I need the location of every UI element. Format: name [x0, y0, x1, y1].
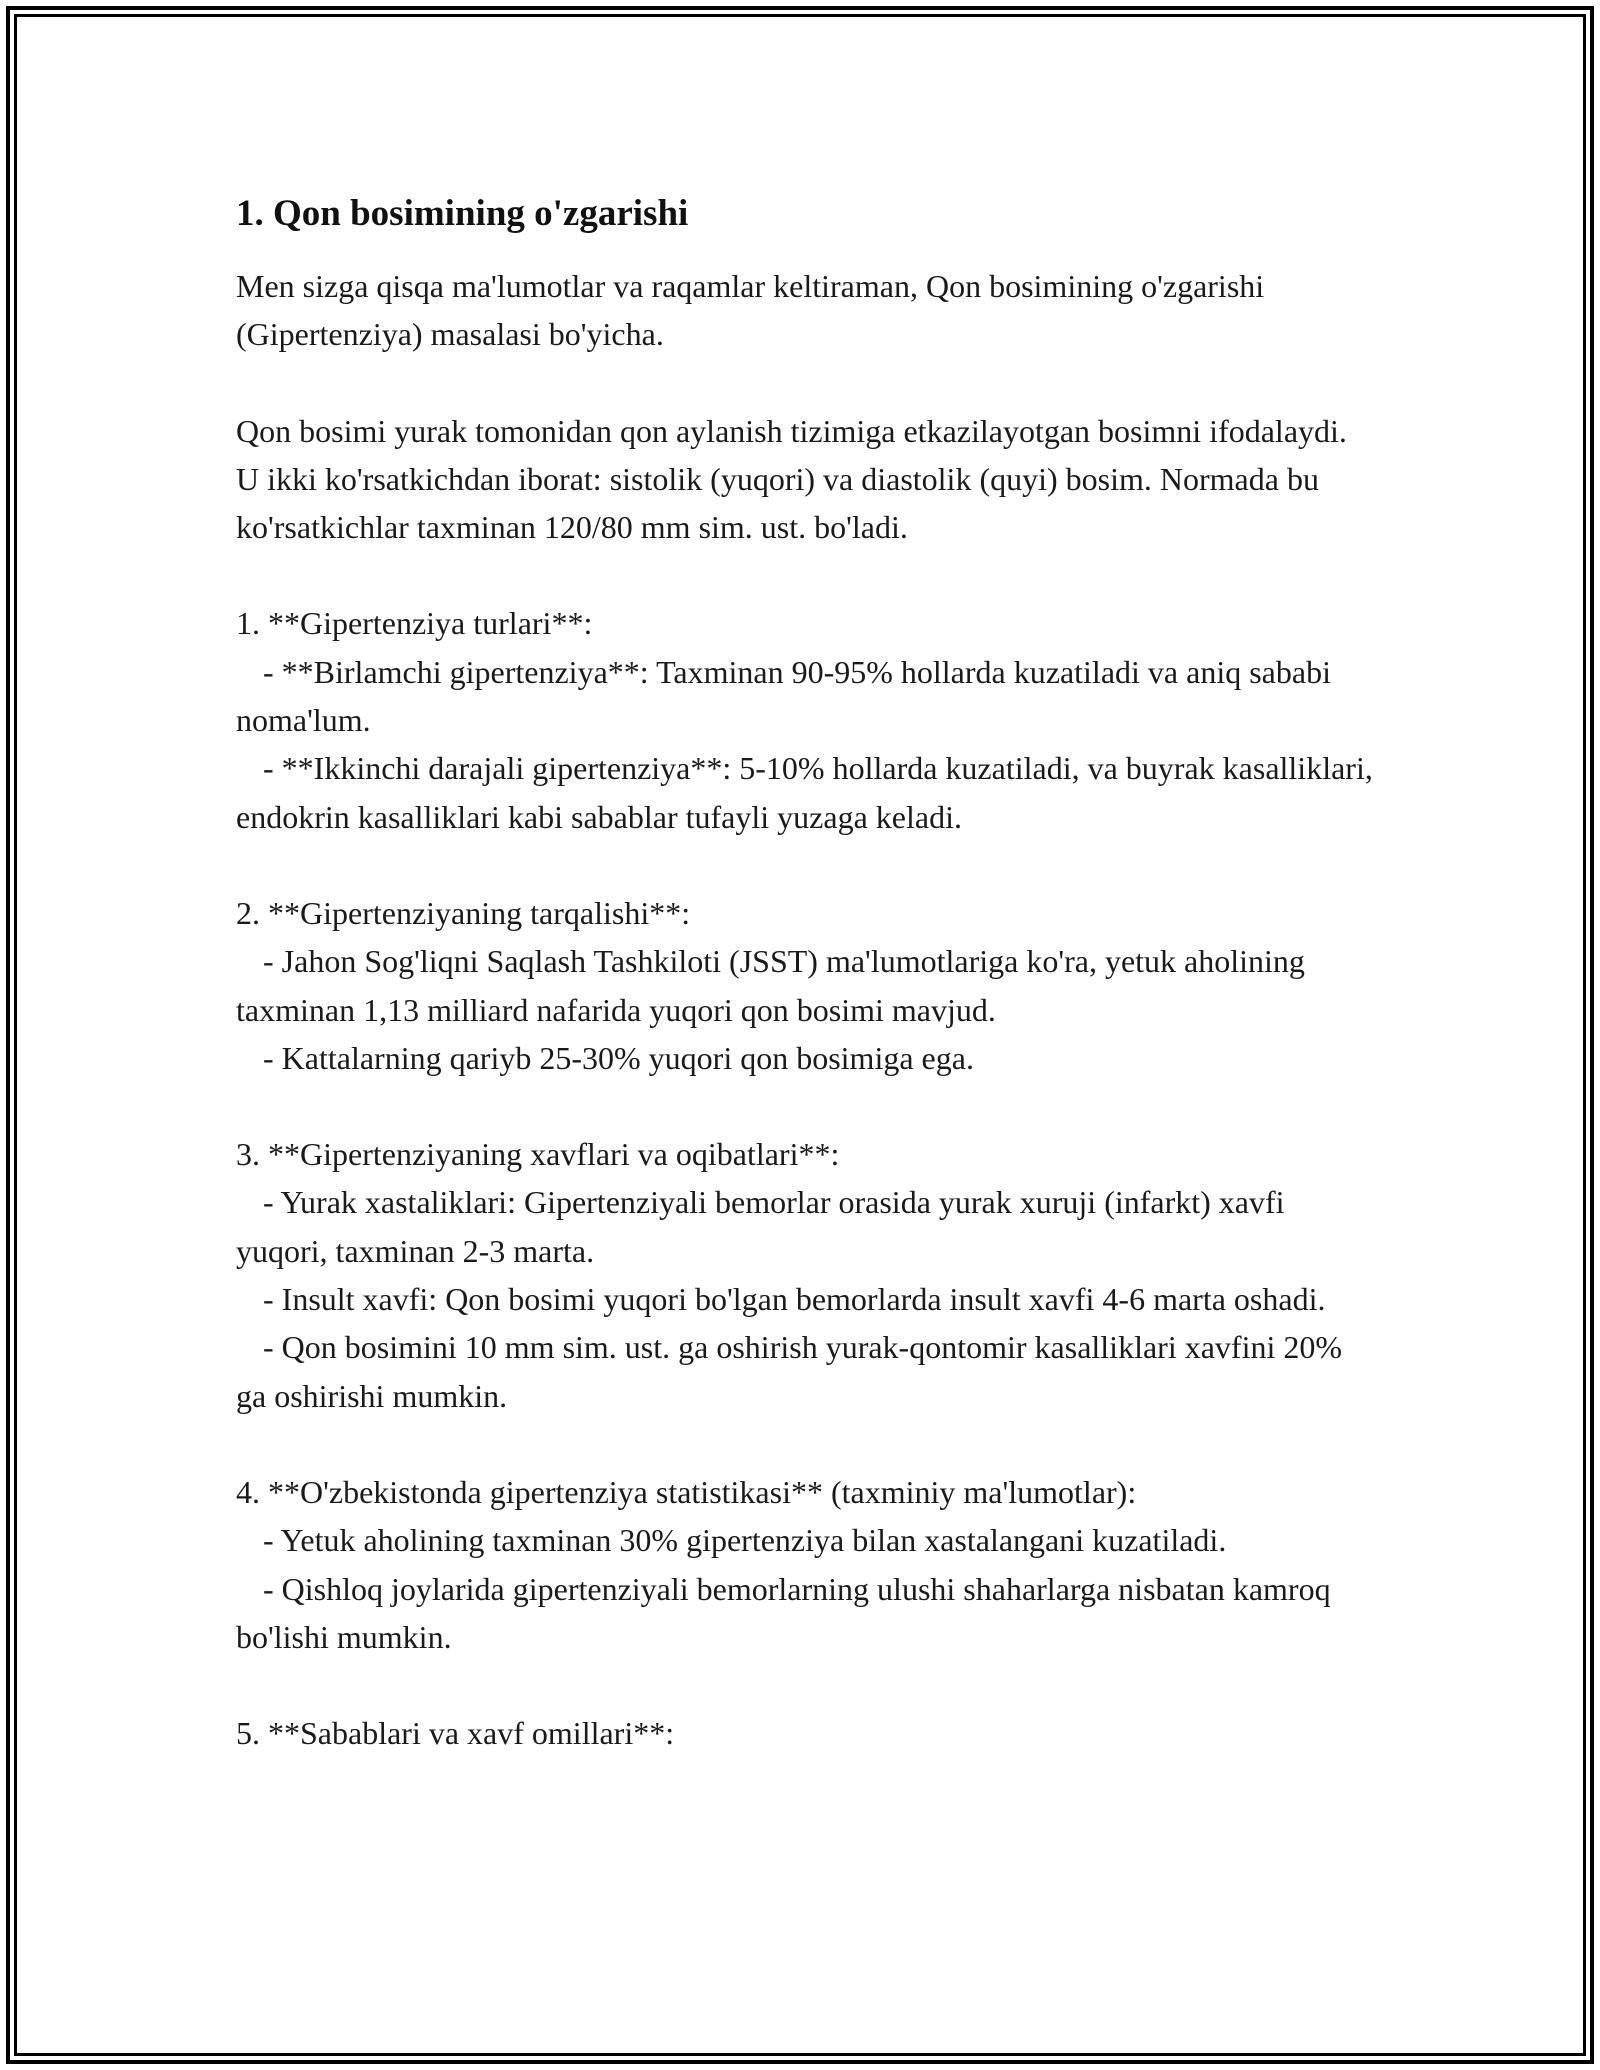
section-heading: 2. **Gipertenziyaning tarqalishi**: — [236, 894, 691, 931]
section-prevalence — [236, 889, 1376, 1082]
section-heading: 1. **Gipertenziya turlari**: — [236, 605, 593, 642]
document-title: 1. Qon bosimining o'zgarishi — [236, 193, 689, 234]
section-heading: 5. **Sabablari va xavf omillari**: — [236, 1715, 675, 1752]
section-heading: 4. **O'zbekistonda gipertenziya statistikasi** (taxminiy ma'lumotlar): — [236, 1473, 1137, 1510]
section-uzbekistan-statistics — [236, 1468, 1376, 1661]
list-item: - **Birlamchi gipertenziya**: Taxminan 90-95% hollarda kuzatiladi va aniq sababi noma'lum. — [236, 653, 1339, 739]
section-risks — [236, 1130, 1376, 1420]
section-causes — [236, 1709, 1376, 1757]
section-heading: 3. **Gipertenziyaning xavflari va oqibatlari**: — [236, 1136, 840, 1173]
intro-paragraph: Men sizga qisqa ma'lumotlar va raqamlar keltiraman, Qon bosimining o'zgarishi (Gipertenziya) masalasi bo'yicha. — [236, 268, 1265, 353]
list-item: - **Ikkinchi darajali gipertenziya**: 5-10% hollarda kuzatiladi, va buyrak kasalliklari, endokrin kasalliklari kabi sabablar tufayli yuzaga keladi. — [236, 750, 1381, 835]
list-item: - Yurak xastaliklari: Gipertenziyali bemorlar orasida yurak xuruji (infarkt) xavfi yuqori, taxminan 2-3 marta. — [236, 1184, 1293, 1269]
list-item: - Insult xavfi: Qon bosimi yuqori bo'lgan bemorlarda insult xavfi 4-6 marta oshadi. — [263, 1281, 1326, 1318]
document-body — [236, 188, 1381, 1757]
definition-paragraph: Qon bosimi yurak tomonidan qon aylanish tizimiga etkazilayotgan bosimni ifodalaydi. U ikki ko'rsatkichdan iborat: sistolik (yuqori) va diastolik (quyi) bosim. Normada bu ko'rsatkichlar taxminan 120/80 mm sim. ust. bo'ladi. — [236, 412, 1347, 546]
list-item: - Jahon Sog'liqni Saqlash Tashkiloti (JSST) ma'lumotlariga ko'ra, yetuk aholining taxminan 1,13 milliard nafarida yuqori qon bosimi mavjud. — [236, 943, 1313, 1028]
list-item: - Yetuk aholining taxminan 30% gipertenziya bilan xastalangani kuzatiladi. — [263, 1522, 1227, 1559]
list-item: - Kattalarning qariyb 25-30% yuqori qon bosimiga ega. — [263, 1039, 974, 1076]
list-item: - Qishloq joylarida gipertenziyali bemorlarning ulushi shaharlarga nisbatan kamroq bo'lishi mumkin. — [236, 1570, 1339, 1655]
list-item: - Qon bosimini 10 mm sim. ust. ga oshirish yurak-qontomir kasalliklari xavfini 20% ga oshirishi mumkin. — [236, 1329, 1350, 1414]
section-types — [236, 599, 1381, 840]
